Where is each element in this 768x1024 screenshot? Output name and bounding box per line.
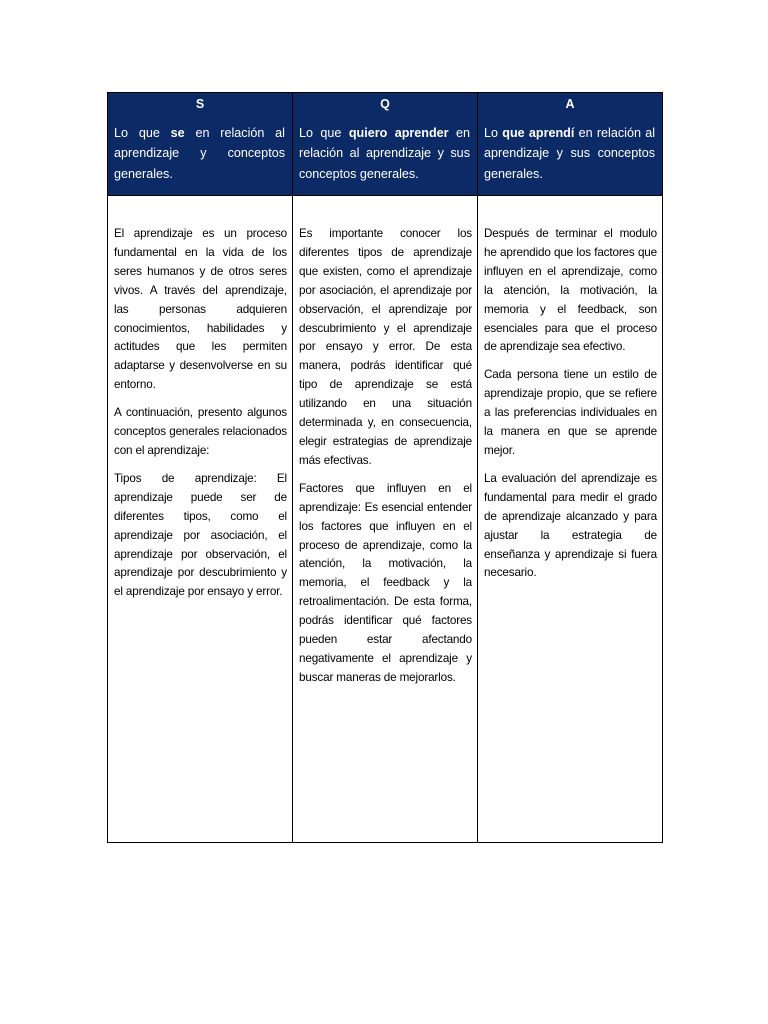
column-letter-s: S bbox=[195, 97, 205, 111]
table-header-row bbox=[108, 93, 663, 196]
paragraph: Es importante conocer los diferentes tipos de aprendizaje que existen, como el aprendizaje por asociación, el aprendizaje por observación, el aprendizaje por descubrimiento y el aprendizaje por ensayo y error. De esta manera, podrás identificar qué tipo de aprendizaje se está utilizando en una situación determinada y, en consecuencia, elegir estrategias de aprendizaje más efectivas. bbox=[299, 227, 472, 467]
column-description-q: Lo que quiero aprender en relación al aprendizaje y sus conceptos generales. bbox=[299, 126, 470, 181]
header-cell-q bbox=[293, 93, 478, 196]
column-description-a: Lo que aprendí en relación al aprendizaje y sus conceptos generales. bbox=[484, 126, 655, 181]
paragraph: Después de terminar el modulo he aprendido que los factores que influyen en el aprendizaje, como la atención, la motivación, la memoria y el feedback, son esenciales para que el proceso de aprendizaje sea efectivo. bbox=[484, 227, 657, 354]
sqa-table bbox=[107, 92, 663, 843]
column-letter-a: A bbox=[565, 97, 575, 111]
paragraph: Cada persona tiene un estilo de aprendizaje propio, que se refiere a las preferencias individuales en la manera en que se aprende mejor. bbox=[484, 368, 657, 457]
body-cell-a bbox=[478, 196, 663, 843]
column-letter-q: Q bbox=[380, 97, 390, 111]
table-body-row bbox=[108, 196, 663, 843]
column-description-emphasis: se bbox=[170, 126, 185, 140]
paragraph: El aprendizaje es un proceso fundamental en la vida de los seres humanos y de otros seres vivos. A través del aprendizaje, las personas adquieren conocimientos, habilidades y actitudes que les permiten adaptarse y desenvolverse en su entorno. bbox=[114, 227, 287, 392]
column-description-s: Lo que se en relación al aprendizaje y conceptos generales. bbox=[114, 126, 285, 181]
body-cell-q bbox=[293, 196, 478, 843]
header-cell-s bbox=[108, 93, 293, 196]
column-description-emphasis: quiero aprender bbox=[348, 126, 449, 140]
paragraph: Tipos de aprendizaje: El aprendizaje puede ser de diferentes tipos, como el aprendizaje por asociación, el aprendizaje por observación, el aprendizaje por descubrimiento y el aprendizaje por ensayo y error. bbox=[114, 471, 287, 599]
body-cell-s bbox=[108, 196, 293, 843]
paragraph: Factores que influyen en el aprendizaje: Es esencial entender los factores que influyen en el proceso de aprendizaje, como la atención, la motivación, la memoria, el feedback y la retroalimentación. De esta forma, podrás identificar qué factores pueden estar afectando negativamente el aprendizaje y buscar maneras de mejorarlos. bbox=[299, 481, 472, 684]
header-cell-a bbox=[478, 93, 663, 196]
paragraph: A continuación, presento algunos conceptos generales relacionados con el aprendizaje: bbox=[114, 406, 287, 457]
paragraph: La evaluación del aprendizaje es fundamental para medir el grado de aprendizaje alcanzado y para ajustar la estrategia de enseñanza y aprendizaje si fuera necesario. bbox=[484, 471, 657, 580]
column-description-emphasis: que aprendí bbox=[502, 126, 575, 140]
